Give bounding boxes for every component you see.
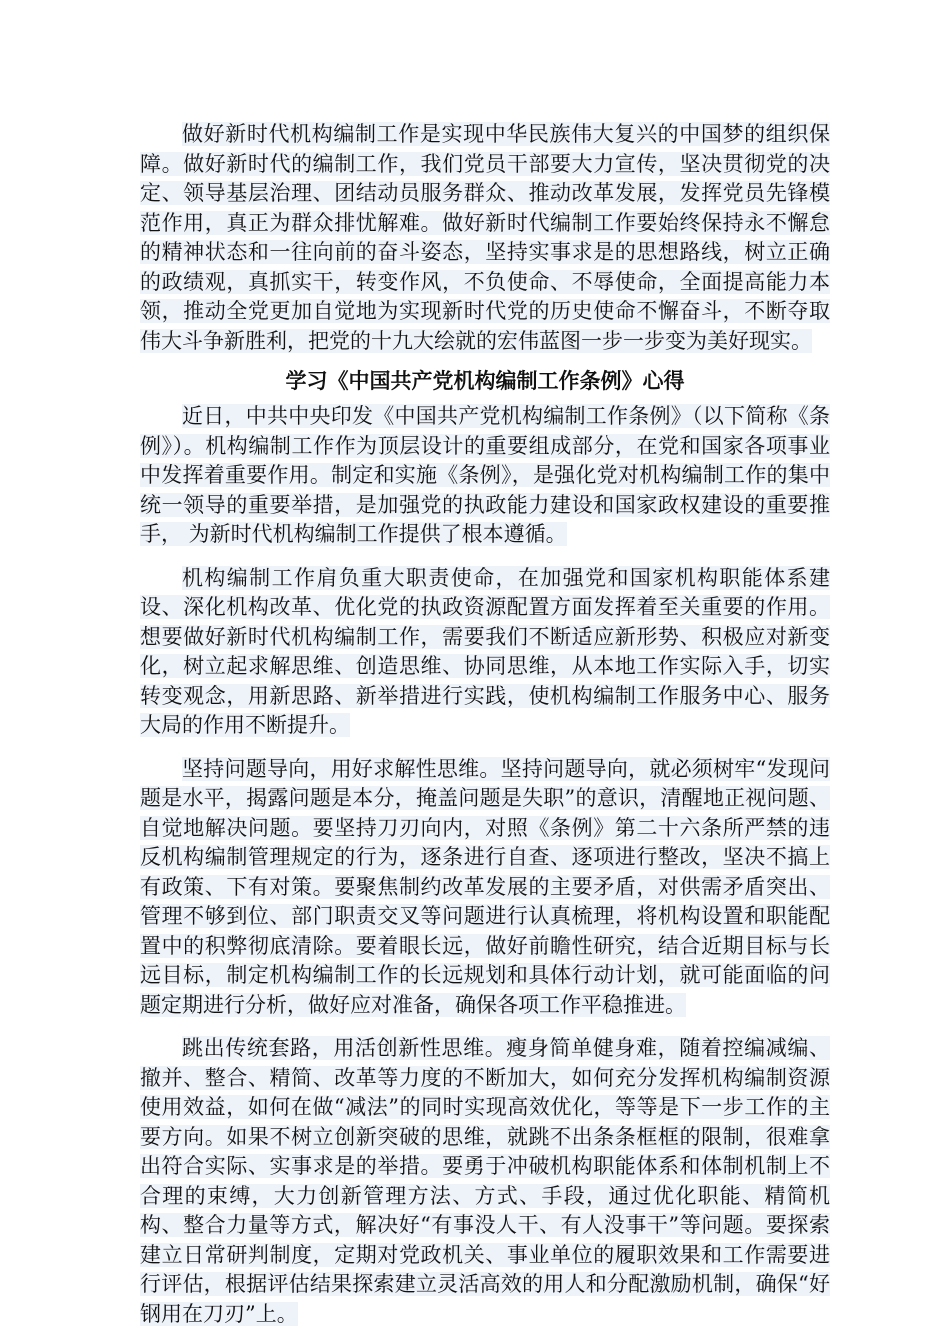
body-paragraph-text: 跳出传统套路，用活创新性思维。瘦身简单健身难，随着控编减编、撤并、整合、精简、改革等力度的不断加大，如何充分发挥机构编制资源使用效益，如何在做“减法”的同时实现高效优化，等等是下一步工作的主要方向。如果不树立创新突破的思维，就跳不出条条框框的限制，很难拿出符合实际、实事求是的举措。要勇于冲破机构职能体系和体制机制上不合理的束缚，大力创新管理方法、方式、手段，通过优化职能、精简机构、整合力量等方式，解决好“有事没人干、有人没事干”等问题。要探索建立日常研判制度，定期对党政机关、事业单位的履职效果和工作需要进行评估，根据评估结果探索建立灵活高效的用人和分配激励机制，确保“好钢用在刀刃”上。	[140, 1036, 830, 1326]
body-paragraph	[140, 1034, 830, 1329]
body-paragraph	[140, 402, 830, 550]
body-paragraph-text: 坚持问题导向，用好求解性思维。坚持问题导向，就必须树牢“发现问题是水平，揭露问题是本分，掩盖问题是失职”的意识，清醒地正视问题、自觉地解决问题。要坚持刀刃向内，对照《条例》第二十六条所严禁的违反机构编制管理规定的行为，逐条进行自查、逐项进行整改，坚决不搞上有政策、下有对策。要聚焦制约改革发展的主要矛盾，对供需矛盾突出、管理不够到位、部门职责交叉等问题进行认真梳理，将机构设置和职能配置中的积弊彻底清除。要着眼长远，做好前瞻性研究，结合近期目标与长远目标，制定机构编制工作的长远规划和具体行动计划，就可能面临的问题定期进行分析，做好应对准备，确保各项工作平稳推进。	[140, 756, 830, 1017]
intro-paragraph-text: 做好新时代机构编制工作是实现中华民族伟大复兴的中国梦的组织保障。做好新时代的编制工作，我们党员干部要大力宣传，坚决贯彻党的决定、领导基层治理、团结动员服务群众、推动改革发展，发挥党员先锋模范作用，真正为群众排忧解难。做好新时代编制工作要始终保持永不懈怠的精神状态和一往向前的奋斗姿态，坚持实事求是的思想路线，树立正确的政绩观，真抓实干，转变作风，不负使命、不辱使命，全面提高能力本领，推动全党更加自觉地为实现新时代党的历史使命不懈奋斗，不断夺取伟大斗争新胜利，把党的十九大绘就的宏伟蓝图一步一步变为美好现实。	[140, 122, 830, 353]
document-body	[140, 120, 830, 1343]
body-paragraph	[140, 755, 830, 1021]
body-paragraph-text: 机构编制工作肩负重大职责使命，在加强党和国家机构职能体系建设、深化机构改革、优化党的执政资源配置方面发挥着至关重要的作用。想要做好新时代机构编制工作，需要我们不断适应新形势、积极应对新变化，树立起求解思维、创造思维、协同思维，从本地工作实际入手，切实转变观念，用新思路、新举措进行实践，使机构编制工作服务中心、服务大局的作用不断提升。	[140, 565, 830, 737]
article-heading: 学习《中国共产党机构编制工作条例》心得	[285, 368, 685, 393]
intro-paragraph	[140, 120, 830, 356]
body-paragraph	[140, 564, 830, 741]
body-paragraph-text: 近日，中共中央印发《中国共产党机构编制工作条例》（以下简称《条例》）。机构编制工作作为顶层设计的重要组成部分，在党和国家各项事业中发挥着重要作用。制定和实施《条例》，是强化党对机构编制工作的集中统一领导的重要举措，是加强党的执政能力建设和国家政权建设的重要推手， 为新时代机构编制工作提供了根本遵循。	[140, 404, 830, 546]
